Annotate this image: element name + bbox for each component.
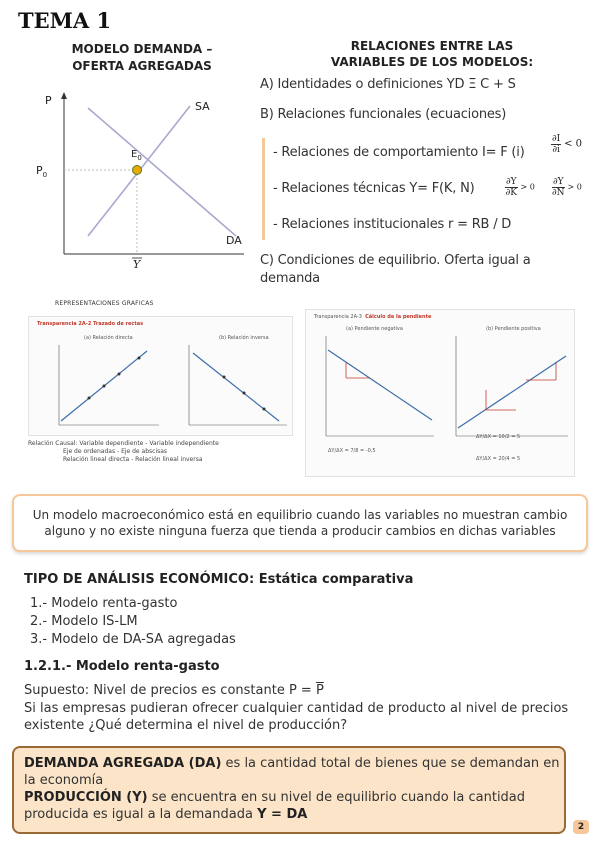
caption-line-1: Relación Causal: Variable dependiente - Variable independiente [28,440,219,447]
model-title-line-2: OFERTA AGREGADAS [72,59,212,73]
da-label: DA [226,234,242,247]
thumbnail-calculo-pendiente [305,309,575,477]
equilibrium-point [133,166,142,175]
representations-label: REPRESENTACIONES GRAFICAS [55,300,154,307]
thumb-right-title: Transparencia 2A-3 Cálculo de la pendiente [314,314,432,320]
thumb-right-panel-a: (a) Pendiente negativa [346,326,403,332]
sa-label: SA [195,100,210,113]
da-curve [88,108,236,236]
model-title [42,41,242,75]
thumb-right-panel-b: (b) Pendiente positiva [486,326,541,332]
relation-identities: A) Identidades o definiciones YD Ξ C + S [260,77,516,92]
model-title-line-1: MODELO DEMANDA – [71,42,213,56]
relation-functional: B) Relaciones funcionales (ecuaciones) [260,107,507,122]
analysis-item-is-lm: 2.- Modelo IS-LM [30,614,138,629]
definition-da: DEMANDA AGREGADA (DA) es la cantidad total de bienes que se demandan en la economía [24,756,560,788]
definitions-text [24,755,562,823]
thumb-left-panel-a: (a) Relación directa [84,335,133,341]
thumb-right-formula-3: ΔY/ΔX = 20/4 = 5 [476,456,521,462]
thumb-right-formula-2: ΔY/ΔX = 10/2 = 5 [476,434,521,440]
derivative-k: $\frac{\partial Y}{\partial K}$ > 0 [505,177,535,198]
caption-line-2: Eje de ordenadas - Eje de abscisas [63,448,168,455]
relations-title-line-2: VARIABLES DE LOS MODELOS: [330,55,534,69]
thumbnail-trazado-de-rectas [28,316,293,436]
y-axis-label: Y [133,258,141,271]
thumb-left-plots [29,317,293,436]
relations-title-line-1: RELACIONES ENTRE LAS [350,39,514,53]
p-axis-label: P [45,94,52,107]
caption-line-3: Relación lineal directa - Relación lineal inversa [63,456,203,463]
equilibrium-text: Un modelo macroeconómico está en equilibrio cuando las variables no muestran cambio alguno y no existe ninguna fuerza que tienda a producir cambios en dichas variables [32,508,568,538]
thumbnail-left-caption [28,440,293,464]
question-paragraph: Si las empresas pudieran ofrecer cualquier cantidad de producto al nivel de precios existente ¿Qué determina el nivel de producción? [24,701,569,733]
da-sa-diagram [30,88,255,278]
thumb-left-title: Transparencia 2A-2 Trazado de rectas [37,321,144,327]
sub-relations-bar [262,138,265,240]
page-heading: TEMA 1 [18,8,112,33]
definition-y: PRODUCCIÓN (Y) se encuentra en su nivel de equilibrio cuando la cantidad producida es igual a la demandada Y = DA [24,790,526,822]
supuesto-line: Supuesto: Nivel de precios es constante $P = \overline{P}$ [24,683,324,698]
page-number: 2 [573,820,589,834]
p0-label: $P_0$ [36,164,48,179]
relation-institutional: - Relaciones institucionales r = RB / D [273,217,512,232]
analysis-item-renta-gasto: 1.- Modelo renta-gasto [30,596,178,611]
derivative-i: $\frac{\partial I}{\partial i}$ < 0 [552,134,583,155]
relation-behavioral: - Relaciones de comportamiento I= F (i) [273,145,525,160]
relations-title [282,38,582,70]
p-axis-arrow [61,92,67,99]
e0-label: $E_0$ [131,149,142,162]
section-heading: 1.2.1.- Modelo renta-gasto [24,659,220,674]
analysis-title: TIPO DE ANÁLISIS ECONÓMICO: Estática comparativa [24,572,414,587]
relation-equilibrium: C) Condiciones de equilibrio. Oferta igual a demanda [260,253,531,286]
derivative-n: $\frac{\partial Y}{\partial N}$ > 0 [552,177,582,198]
thumb-left-panel-b: (b) Relación inversa [219,335,269,341]
relation-technical: - Relaciones técnicas Y= F(K, N) [273,181,475,196]
thumb-right-formula-1: ΔY/ΔX = 7/8 = -0,5 [328,448,376,454]
analysis-item-da-sa: 3.- Modelo de DA-SA agregadas [30,632,236,647]
